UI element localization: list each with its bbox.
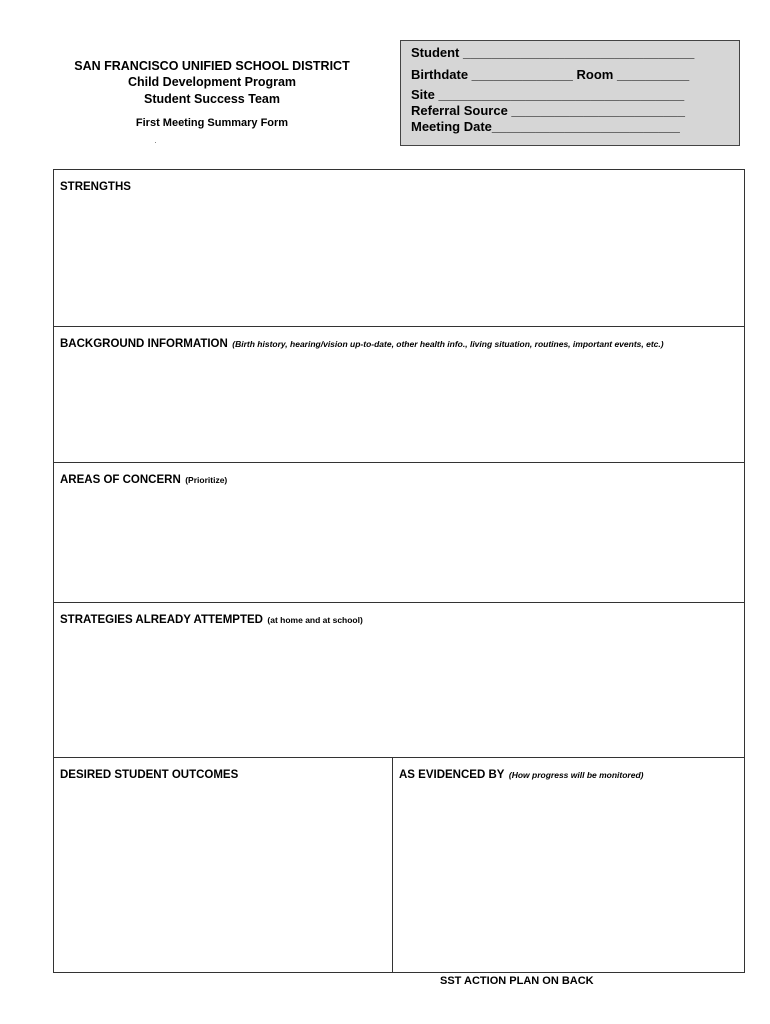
summary-form <box>53 169 745 973</box>
evidenced-note: (How progress will be monitored) <box>508 770 644 780</box>
background-title: BACKGROUND INFORMATION <box>60 338 228 350</box>
concerns-title: AREAS OF CONCERN <box>60 474 181 486</box>
district-name: SAN FRANCISCO UNIFIED SCHOOL DISTRICT <box>74 59 350 73</box>
background-note: (Birth history, hearing/vision up-to-date, other health info., living situation, routines, important events, etc.) <box>232 339 664 349</box>
evidenced-title: AS EVIDENCED BY <box>399 769 505 781</box>
strategies-title: STRATEGIES ALREADY ATTEMPTED <box>60 614 263 626</box>
concerns-note: (Prioritize) <box>185 475 228 485</box>
form-header <box>52 58 372 130</box>
strengths-section[interactable] <box>54 170 744 327</box>
student-field[interactable]: Student ________________________________ <box>411 45 695 60</box>
site-field[interactable]: Site __________________________________ <box>411 87 685 102</box>
referral-source-field[interactable]: Referral Source ________________________ <box>411 103 685 118</box>
footer-note: SST ACTION PLAN ON BACK <box>440 975 594 987</box>
evidenced-section[interactable] <box>393 758 744 972</box>
strategies-note: (at home and at school) <box>267 615 363 625</box>
birthdate-room-row <box>411 67 729 83</box>
background-section[interactable] <box>54 327 744 463</box>
room-field[interactable]: Room __________ <box>576 67 690 82</box>
strategies-section[interactable] <box>54 603 744 758</box>
student-info-box <box>400 40 740 146</box>
outcomes-title: DESIRED STUDENT OUTCOMES <box>60 769 239 781</box>
concerns-section[interactable] <box>54 463 744 603</box>
form-title: First Meeting Summary Form <box>135 117 289 129</box>
outcomes-section[interactable] <box>54 758 393 972</box>
stray-dot <box>155 142 156 143</box>
team-name: Student Success Team <box>144 92 280 106</box>
birthdate-field[interactable]: Birthdate ______________ <box>411 67 573 82</box>
program-name: Child Development Program <box>127 75 297 89</box>
meeting-date-field[interactable]: Meeting Date__________________________ <box>411 119 680 134</box>
outcomes-row <box>54 758 744 972</box>
strengths-title: STRENGTHS <box>60 181 131 193</box>
